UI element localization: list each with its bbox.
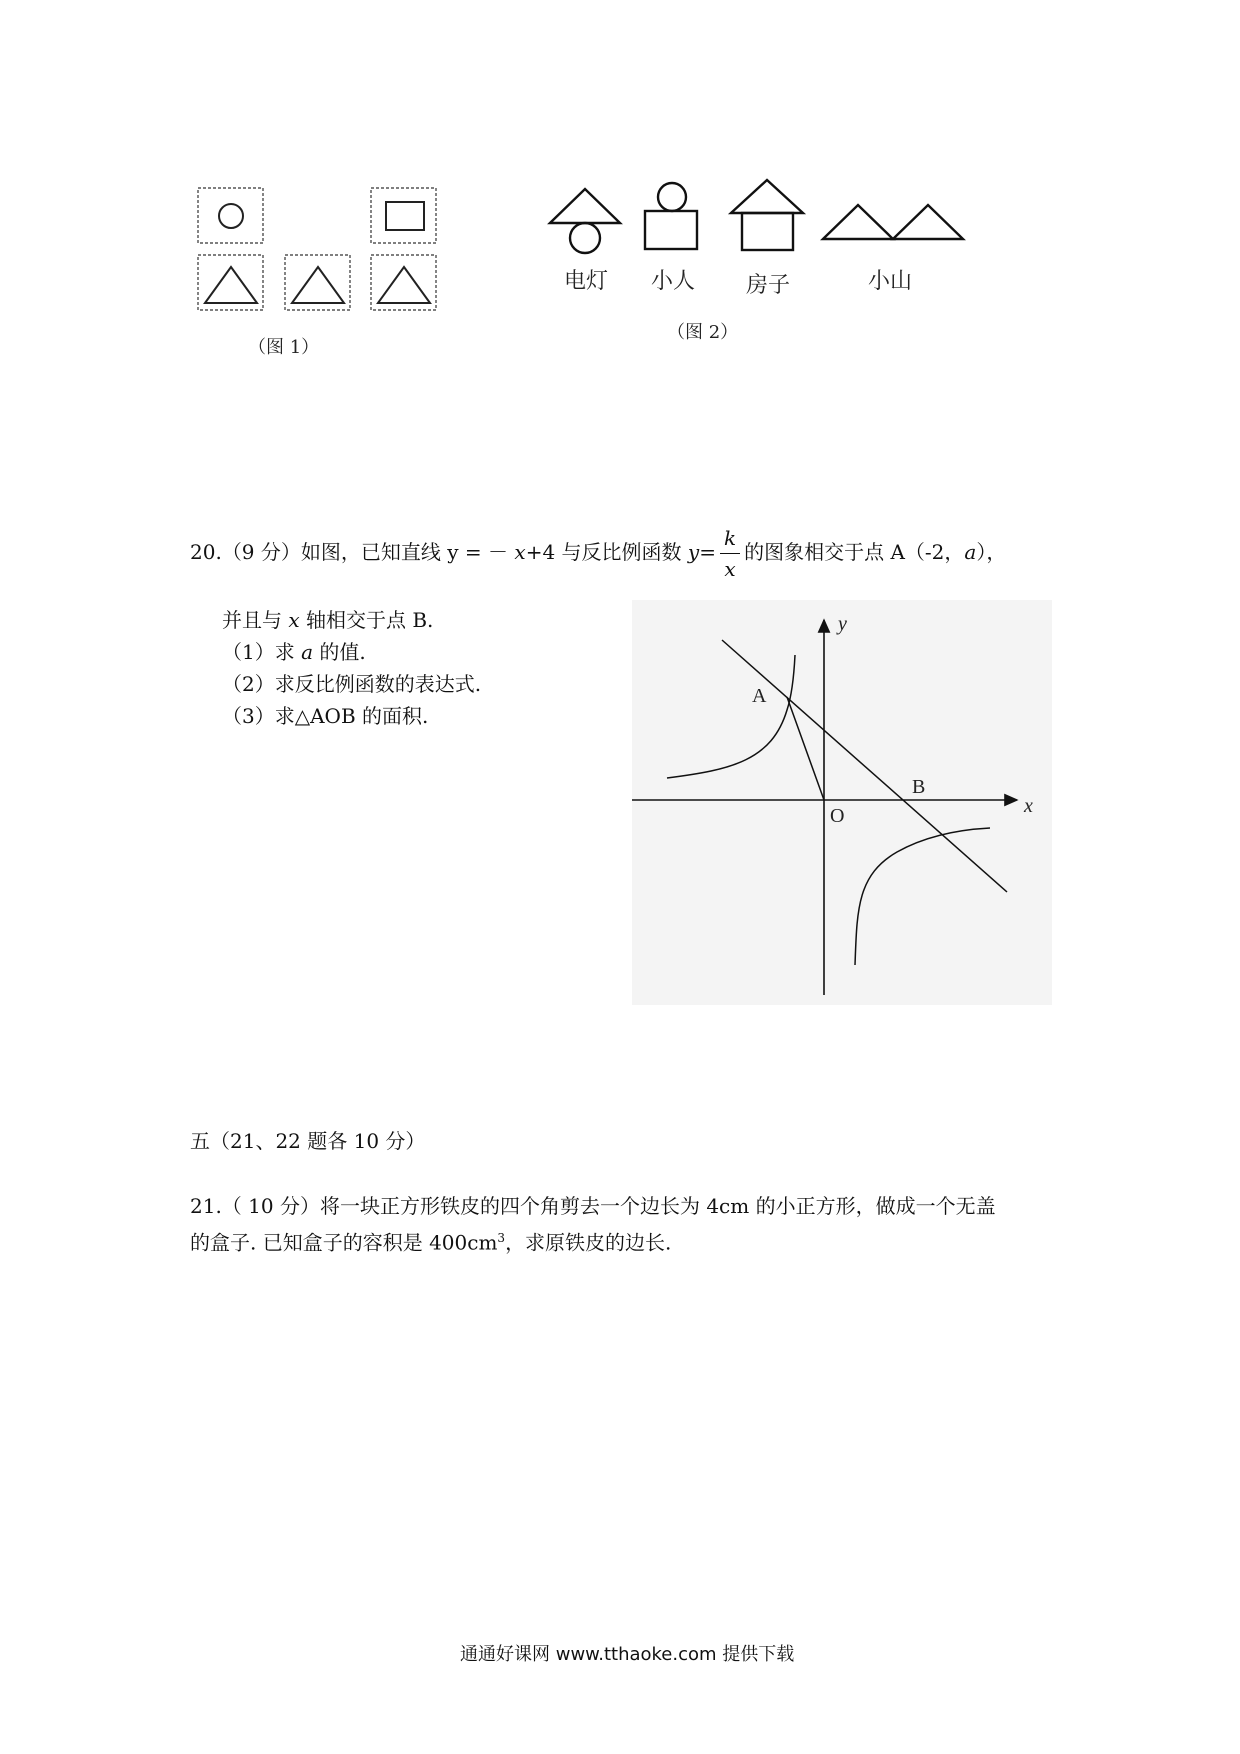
house-icon — [731, 180, 803, 250]
variable-a: a — [301, 640, 314, 664]
figure-1-diagram — [195, 185, 455, 315]
point-A-label: A — [752, 685, 767, 707]
figure-2-diagram — [545, 175, 975, 265]
hyperbola-branch-left — [667, 655, 795, 778]
question-20-line-2 — [222, 604, 433, 636]
function-graph — [632, 600, 1052, 1005]
mountain-icon — [823, 205, 963, 239]
shape-label-lamp: 电灯 — [563, 269, 608, 294]
hyperbola-branch-right — [855, 828, 990, 965]
stem-text: ）， — [976, 540, 1007, 564]
stem-text: 如图，已知直线 y = － — [300, 540, 509, 564]
figure-1-caption: （图 1） — [248, 337, 320, 358]
origin-label: O — [830, 805, 845, 827]
dashed-frame — [371, 255, 436, 310]
dashed-frame — [198, 188, 263, 243]
shape-label-mountain: 小山 — [867, 269, 912, 294]
segment-AO — [787, 697, 824, 800]
footer-text: 通通好课网 www.tthaoke.com 提供下载 — [460, 1644, 795, 1665]
shape-label-person: 小人 — [650, 269, 695, 294]
x-axis-label: x — [1024, 795, 1033, 817]
fraction-denominator: x — [724, 557, 736, 581]
lamp-icon — [550, 189, 620, 253]
question-20-part-3: （3）求△AOB 的面积. — [222, 704, 429, 728]
stem-text: 的图象相交于点 A（-2， — [744, 540, 965, 564]
fraction-k-over-x — [720, 523, 740, 584]
question-20-part-1 — [222, 636, 366, 668]
question-20-part-2: （2）求反比例函数的表达式. — [222, 672, 482, 696]
question-21-line-2 — [190, 1222, 671, 1259]
shape-label-house: 房子 — [745, 273, 790, 298]
variable-x: x — [288, 608, 300, 632]
dashed-frame — [285, 255, 350, 310]
point-B-label: B — [912, 776, 926, 798]
question-number: 20. — [190, 540, 222, 564]
variable-x: x — [514, 540, 526, 564]
part-text: （1）求 — [222, 640, 295, 664]
part-text: 的值. — [319, 640, 366, 664]
equals-sign: = — [699, 540, 716, 564]
circle-icon — [219, 204, 243, 228]
stem-text: +4 与反比例函数 — [525, 540, 682, 564]
y-axis-label: y — [838, 613, 847, 635]
question-text: 的盒子. 已知盒子的容积是 400cm — [190, 1230, 498, 1255]
variable-a: a — [964, 540, 977, 564]
question-score: （9 分） — [221, 540, 301, 564]
stem-text: 并且与 — [222, 608, 282, 632]
question-21-line-1: 21.（ 10 分）将一块正方形铁皮的四个角剪去一个边长为 4cm 的小正方形，做成一个无盖 — [190, 1194, 996, 1218]
fraction-numerator: k — [720, 523, 740, 554]
person-icon — [645, 183, 697, 249]
triangle-icon — [378, 267, 430, 303]
figure-2-caption: （图 2） — [667, 322, 739, 343]
linear-function-line — [722, 640, 1007, 892]
rectangle-icon — [386, 202, 424, 230]
section-5-heading: 五（21、22 题各 10 分） — [190, 1129, 426, 1153]
question-20-stem — [190, 523, 1006, 584]
dashed-frame — [371, 188, 436, 243]
superscript-3: 3 — [497, 1231, 506, 1245]
question-text: ，求原铁皮的边长. — [505, 1230, 672, 1255]
triangle-icon — [205, 267, 257, 303]
stem-text: 轴相交于点 B. — [306, 608, 434, 632]
variable-y: y — [687, 540, 700, 564]
dashed-frame — [198, 255, 263, 310]
triangle-icon — [292, 267, 344, 303]
